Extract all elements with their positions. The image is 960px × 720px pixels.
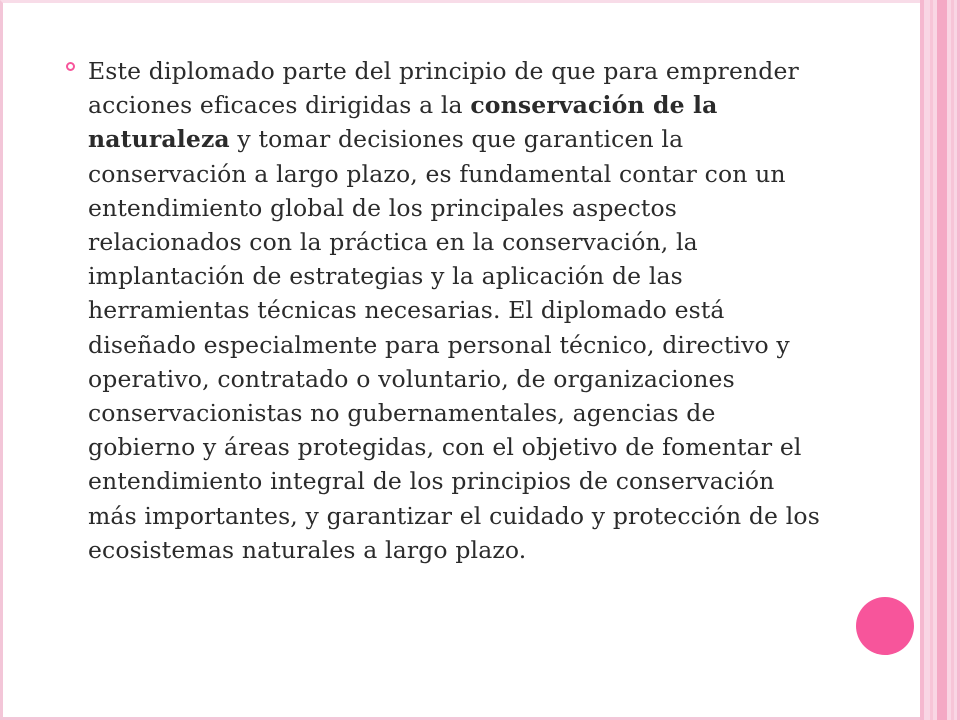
stripe	[937, 0, 947, 720]
bullet-paragraph	[88, 54, 822, 567]
bold-phrase: conservación de la naturaleza	[88, 91, 718, 154]
stripe	[930, 0, 933, 720]
stripe	[951, 0, 954, 720]
hollow-circle-bullet-icon	[66, 62, 75, 71]
bullet-item	[62, 54, 822, 567]
paragraph-text-rest: y tomar decisiones que garanticen la conservación a largo plazo, es fundamental contar con un entendimiento global de los principales aspectos relacionados con la práctica en la conservación, la implantación de estrategias y la aplicación de las herramientas técnicas necesarias. El diplomado está diseñado especialmente para personal técnico, directivo y operativo, contratado o voluntario, de organizaciones conservacionistas no gubernamentales, agencias de gobierno y áreas protegidas, con el objetivo de fomentar el entendimiento integral de los principios de conservación más importantes, y garantizar el cuidado y protección de los ecosistemas naturales a largo plazo.	[88, 125, 820, 564]
decorative-side-stripes	[920, 0, 960, 720]
stripe	[920, 0, 924, 720]
decorative-pink-circle	[856, 597, 914, 655]
paragraph-text-start: Este diplomado parte del principio de que para emprender acciones eficaces dirigidas a la	[88, 57, 799, 120]
slide-content	[62, 54, 822, 567]
